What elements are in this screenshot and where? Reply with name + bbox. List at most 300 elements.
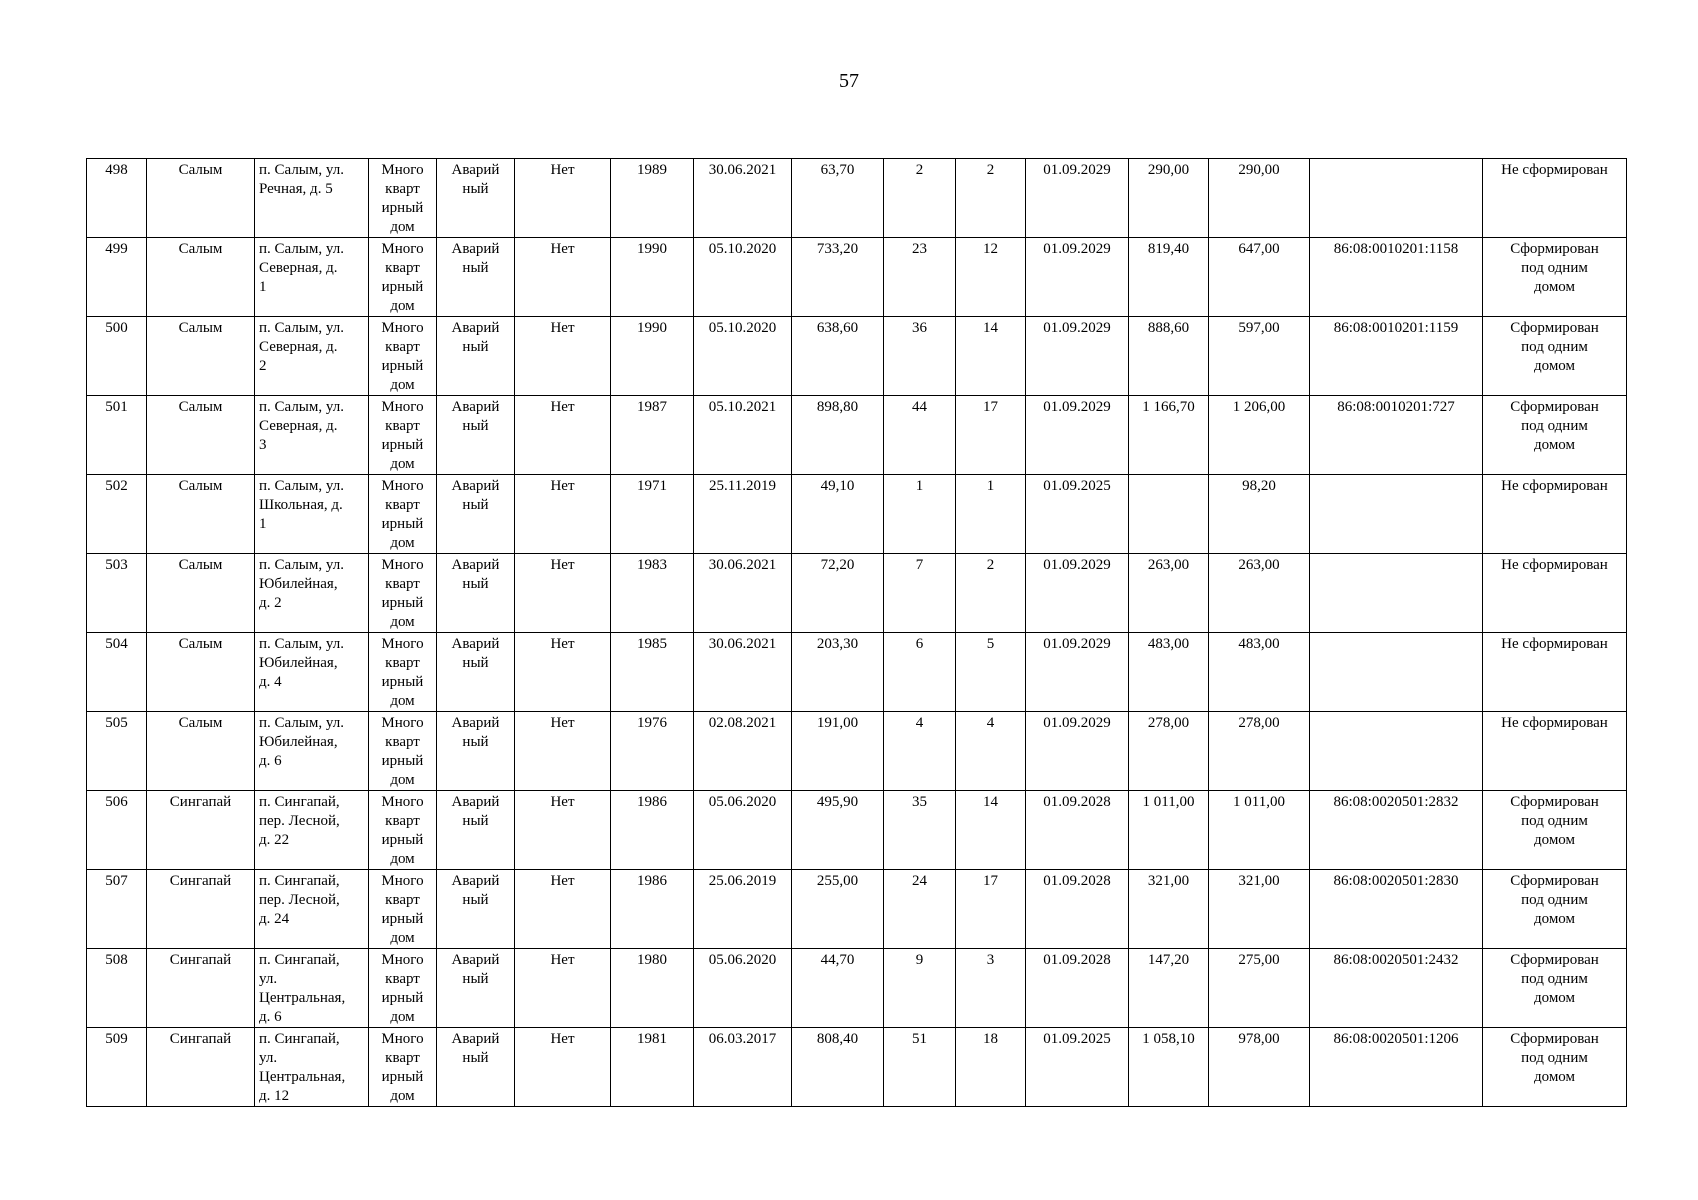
address-cell (255, 712, 369, 791)
area3-cell: 263,00 (1209, 554, 1310, 633)
building-type-line: кварт (385, 655, 420, 671)
building-type-cell (369, 396, 437, 475)
area-cell: 63,70 (792, 159, 884, 238)
condition-line: ный (462, 260, 489, 276)
residents-cell: 36 (884, 317, 956, 396)
building-type-cell (369, 317, 437, 396)
rooms-cell: 18 (956, 1028, 1026, 1107)
address-line: пер. Лесной, (259, 813, 340, 829)
area3-cell: 290,00 (1209, 159, 1310, 238)
condition-line: Аварий (451, 794, 500, 810)
date-cell: 05.10.2020 (694, 317, 792, 396)
land-status-line: Сформирован (1510, 873, 1599, 889)
building-type-line: Много (381, 399, 424, 415)
settlement-cell: Сингапай (147, 1028, 255, 1107)
building-type-line: Много (381, 873, 424, 889)
rooms-cell: 17 (956, 396, 1026, 475)
land-status-line: домом (1533, 1069, 1576, 1085)
row-number-cell: 500 (87, 317, 147, 396)
flag-cell: Нет (515, 554, 611, 633)
settlement-cell: Салым (147, 475, 255, 554)
row-number-cell: 501 (87, 396, 147, 475)
residents-cell: 23 (884, 238, 956, 317)
table-row (87, 949, 1627, 1028)
building-type-line: ирный (381, 753, 424, 769)
condition-cell (437, 238, 515, 317)
address-line: д. 12 (259, 1088, 290, 1104)
condition-line: ный (462, 497, 489, 513)
year-cell: 1989 (611, 159, 694, 238)
area-cell: 44,70 (792, 949, 884, 1028)
deadline-cell: 01.09.2028 (1026, 791, 1129, 870)
building-type-line: кварт (385, 260, 420, 276)
building-type-cell (369, 1028, 437, 1107)
flag-cell: Нет (515, 317, 611, 396)
rooms-cell: 2 (956, 554, 1026, 633)
rooms-cell: 12 (956, 238, 1026, 317)
condition-cell (437, 949, 515, 1028)
row-number-cell: 506 (87, 791, 147, 870)
area-cell: 808,40 (792, 1028, 884, 1107)
land-status-line: Сформирован (1510, 241, 1599, 257)
land-status-cell (1483, 1028, 1627, 1107)
land-status-line: домом (1533, 358, 1576, 374)
land-status-cell (1483, 633, 1627, 712)
area-cell: 638,60 (792, 317, 884, 396)
land-status-cell (1483, 712, 1627, 791)
condition-cell (437, 475, 515, 554)
residents-cell: 4 (884, 712, 956, 791)
condition-cell (437, 396, 515, 475)
building-type-line: Много (381, 636, 424, 652)
area2-cell: 1 166,70 (1129, 396, 1209, 475)
area2-cell (1129, 475, 1209, 554)
address-line: Юбилейная, (259, 655, 338, 671)
settlement-cell: Салым (147, 159, 255, 238)
settlement-cell: Сингапай (147, 870, 255, 949)
flag-cell: Нет (515, 633, 611, 712)
building-type-cell (369, 633, 437, 712)
condition-line: Аварий (451, 320, 500, 336)
building-type-cell (369, 791, 437, 870)
deadline-cell: 01.09.2029 (1026, 159, 1129, 238)
building-type-line: ирный (381, 200, 424, 216)
deadline-cell: 01.09.2029 (1026, 238, 1129, 317)
condition-line: ный (462, 892, 489, 908)
condition-cell (437, 791, 515, 870)
land-status-cell (1483, 238, 1627, 317)
address-line: д. 4 (259, 674, 282, 690)
residents-cell: 1 (884, 475, 956, 554)
residents-cell: 24 (884, 870, 956, 949)
building-type-line: дом (390, 851, 415, 867)
area2-cell: 1 058,10 (1129, 1028, 1209, 1107)
year-cell: 1987 (611, 396, 694, 475)
address-line: Центральная, (259, 990, 346, 1006)
residents-cell: 51 (884, 1028, 956, 1107)
building-type-line: кварт (385, 576, 420, 592)
condition-cell (437, 159, 515, 238)
building-type-line: ирный (381, 990, 424, 1006)
rooms-cell: 17 (956, 870, 1026, 949)
area3-cell: 978,00 (1209, 1028, 1310, 1107)
date-cell: 05.06.2020 (694, 791, 792, 870)
flag-cell: Нет (515, 791, 611, 870)
land-status-line: под одним (1521, 892, 1588, 908)
building-type-line: Много (381, 1031, 424, 1047)
row-number-cell: 503 (87, 554, 147, 633)
year-cell: 1971 (611, 475, 694, 554)
address-line: Северная, д. (259, 339, 338, 355)
land-status-cell (1483, 396, 1627, 475)
address-line: п. Салым, ул. (259, 320, 344, 336)
address-line: п. Сингапай, (259, 873, 340, 889)
condition-line: ный (462, 576, 489, 592)
land-status-line: Сформирован (1510, 1031, 1599, 1047)
residents-cell: 35 (884, 791, 956, 870)
address-cell (255, 1028, 369, 1107)
area-cell: 72,20 (792, 554, 884, 633)
condition-line: Аварий (451, 557, 500, 573)
building-type-line: ирный (381, 911, 424, 927)
condition-cell (437, 554, 515, 633)
address-line: 3 (259, 437, 267, 453)
land-status-line: домом (1533, 832, 1576, 848)
settlement-cell: Сингапай (147, 791, 255, 870)
building-type-cell (369, 870, 437, 949)
row-number-cell: 498 (87, 159, 147, 238)
area-cell: 191,00 (792, 712, 884, 791)
address-line: п. Салым, ул. (259, 399, 344, 415)
address-line: Речная, д. 5 (259, 181, 333, 197)
page-number: 57 (839, 70, 859, 92)
condition-line: ный (462, 418, 489, 434)
row-number-cell: 499 (87, 238, 147, 317)
building-type-line: ирный (381, 516, 424, 532)
flag-cell: Нет (515, 396, 611, 475)
address-line: д. 22 (259, 832, 290, 848)
settlement-cell: Сингапай (147, 949, 255, 1028)
condition-line: Аварий (451, 399, 500, 415)
address-cell (255, 554, 369, 633)
flag-cell: Нет (515, 159, 611, 238)
rooms-cell: 5 (956, 633, 1026, 712)
address-line: Северная, д. (259, 260, 338, 276)
rooms-cell: 14 (956, 791, 1026, 870)
condition-line: ный (462, 734, 489, 750)
address-line: Школьная, д. (259, 497, 343, 513)
land-status-line: домом (1533, 437, 1576, 453)
year-cell: 1990 (611, 238, 694, 317)
address-cell (255, 949, 369, 1028)
date-cell: 05.06.2020 (694, 949, 792, 1028)
building-type-cell (369, 238, 437, 317)
land-status-cell (1483, 949, 1627, 1028)
area-cell: 203,30 (792, 633, 884, 712)
area3-cell: 98,20 (1209, 475, 1310, 554)
condition-line: ный (462, 971, 489, 987)
land-status-line: Сформирован (1510, 794, 1599, 810)
building-type-line: кварт (385, 1050, 420, 1066)
flag-cell: Нет (515, 475, 611, 554)
cadastral-number-cell: 86:08:0020501:1206 (1310, 1028, 1483, 1107)
deadline-cell: 01.09.2028 (1026, 870, 1129, 949)
cadastral-number-cell: 86:08:0010201:1159 (1310, 317, 1483, 396)
deadline-cell: 01.09.2025 (1026, 1028, 1129, 1107)
year-cell: 1976 (611, 712, 694, 791)
table-row (87, 870, 1627, 949)
land-status-line: Не сформирован (1501, 557, 1608, 573)
rooms-cell: 4 (956, 712, 1026, 791)
condition-line: ный (462, 181, 489, 197)
address-cell (255, 159, 369, 238)
date-cell: 30.06.2021 (694, 633, 792, 712)
building-type-line: дом (390, 772, 415, 788)
land-status-cell (1483, 475, 1627, 554)
building-type-line: дом (390, 1009, 415, 1025)
building-type-line: Много (381, 162, 424, 178)
building-type-cell (369, 949, 437, 1028)
cadastral-number-cell (1310, 633, 1483, 712)
area3-cell: 597,00 (1209, 317, 1310, 396)
land-status-line: под одним (1521, 813, 1588, 829)
building-type-line: кварт (385, 339, 420, 355)
area2-cell: 819,40 (1129, 238, 1209, 317)
date-cell: 25.11.2019 (694, 475, 792, 554)
table-row (87, 554, 1627, 633)
land-status-line: под одним (1521, 339, 1588, 355)
cadastral-number-cell: 86:08:0010201:1158 (1310, 238, 1483, 317)
address-line: ул. (259, 1050, 278, 1066)
row-number-cell: 502 (87, 475, 147, 554)
condition-line: Аварий (451, 636, 500, 652)
table-row (87, 791, 1627, 870)
deadline-cell: 01.09.2029 (1026, 317, 1129, 396)
year-cell: 1983 (611, 554, 694, 633)
address-cell (255, 870, 369, 949)
building-type-line: дом (390, 298, 415, 314)
cadastral-number-cell: 86:08:0020501:2830 (1310, 870, 1483, 949)
building-type-cell (369, 475, 437, 554)
table-row (87, 396, 1627, 475)
building-type-line: дом (390, 377, 415, 393)
land-status-line: Не сформирован (1501, 478, 1608, 494)
settlement-cell: Салым (147, 396, 255, 475)
cadastral-number-cell (1310, 712, 1483, 791)
building-type-line: Много (381, 794, 424, 810)
deadline-cell: 01.09.2029 (1026, 554, 1129, 633)
building-type-line: дом (390, 930, 415, 946)
building-type-line: ирный (381, 279, 424, 295)
address-line: пер. Лесной, (259, 892, 340, 908)
building-type-cell (369, 712, 437, 791)
area2-cell: 263,00 (1129, 554, 1209, 633)
condition-line: ный (462, 339, 489, 355)
land-status-cell (1483, 791, 1627, 870)
building-type-line: Много (381, 478, 424, 494)
address-line: п. Сингапай, (259, 952, 340, 968)
cadastral-number-cell (1310, 475, 1483, 554)
year-cell: 1990 (611, 317, 694, 396)
building-type-line: ирный (381, 832, 424, 848)
condition-line: Аварий (451, 1031, 500, 1047)
date-cell: 05.10.2020 (694, 238, 792, 317)
address-line: п. Салым, ул. (259, 478, 344, 494)
date-cell: 30.06.2021 (694, 554, 792, 633)
settlement-cell: Салым (147, 238, 255, 317)
date-cell: 06.03.2017 (694, 1028, 792, 1107)
flag-cell: Нет (515, 870, 611, 949)
address-line: 1 (259, 516, 267, 532)
building-type-line: Много (381, 715, 424, 731)
building-type-line: ирный (381, 674, 424, 690)
settlement-cell: Салым (147, 712, 255, 791)
year-cell: 1985 (611, 633, 694, 712)
flag-cell: Нет (515, 1028, 611, 1107)
rooms-cell: 14 (956, 317, 1026, 396)
building-type-line: кварт (385, 181, 420, 197)
area2-cell: 888,60 (1129, 317, 1209, 396)
area2-cell: 278,00 (1129, 712, 1209, 791)
housing-registry-table (86, 158, 1627, 1107)
cadastral-number-cell (1310, 159, 1483, 238)
address-cell (255, 475, 369, 554)
cadastral-number-cell: 86:08:0020501:2832 (1310, 791, 1483, 870)
land-status-line: Не сформирован (1501, 636, 1608, 652)
condition-line: ный (462, 813, 489, 829)
flag-cell: Нет (515, 712, 611, 791)
area2-cell: 483,00 (1129, 633, 1209, 712)
rooms-cell: 1 (956, 475, 1026, 554)
year-cell: 1981 (611, 1028, 694, 1107)
building-type-line: ирный (381, 1069, 424, 1085)
land-status-line: под одним (1521, 260, 1588, 276)
condition-line: Аварий (451, 162, 500, 178)
area2-cell: 290,00 (1129, 159, 1209, 238)
address-cell (255, 633, 369, 712)
deadline-cell: 01.09.2029 (1026, 396, 1129, 475)
land-status-cell (1483, 870, 1627, 949)
year-cell: 1980 (611, 949, 694, 1028)
address-line: п. Салым, ул. (259, 715, 344, 731)
deadline-cell: 01.09.2028 (1026, 949, 1129, 1028)
residents-cell: 2 (884, 159, 956, 238)
table-row (87, 1028, 1627, 1107)
building-type-line: ирный (381, 437, 424, 453)
area3-cell: 275,00 (1209, 949, 1310, 1028)
address-line: Юбилейная, (259, 734, 338, 750)
area-cell: 733,20 (792, 238, 884, 317)
building-type-cell (369, 159, 437, 238)
condition-cell (437, 317, 515, 396)
building-type-line: Много (381, 320, 424, 336)
address-line: п. Салым, ул. (259, 636, 344, 652)
year-cell: 1986 (611, 791, 694, 870)
building-type-line: дом (390, 614, 415, 630)
table-row (87, 712, 1627, 791)
building-type-line: кварт (385, 971, 420, 987)
table-row (87, 238, 1627, 317)
settlement-cell: Салым (147, 554, 255, 633)
building-type-line: кварт (385, 813, 420, 829)
building-type-line: кварт (385, 734, 420, 750)
condition-line: ный (462, 1050, 489, 1066)
land-status-line: Не сформирован (1501, 715, 1608, 731)
cadastral-number-cell: 86:08:0020501:2432 (1310, 949, 1483, 1028)
address-line: д. 24 (259, 911, 290, 927)
building-type-line: дом (390, 535, 415, 551)
address-cell (255, 396, 369, 475)
building-type-line: ирный (381, 358, 424, 374)
land-status-line: Не сформирован (1501, 162, 1608, 178)
condition-cell (437, 712, 515, 791)
address-line: ул. (259, 971, 278, 987)
address-line: п. Салым, ул. (259, 557, 344, 573)
rooms-cell: 3 (956, 949, 1026, 1028)
table-row (87, 475, 1627, 554)
area3-cell: 1 206,00 (1209, 396, 1310, 475)
area2-cell: 321,00 (1129, 870, 1209, 949)
row-number-cell: 509 (87, 1028, 147, 1107)
table-row (87, 633, 1627, 712)
building-type-line: кварт (385, 497, 420, 513)
land-status-line: домом (1533, 990, 1576, 1006)
building-type-line: Много (381, 952, 424, 968)
area-cell: 49,10 (792, 475, 884, 554)
address-line: Северная, д. (259, 418, 338, 434)
rooms-cell: 2 (956, 159, 1026, 238)
area-cell: 495,90 (792, 791, 884, 870)
land-status-cell (1483, 554, 1627, 633)
address-cell (255, 317, 369, 396)
land-status-cell (1483, 317, 1627, 396)
address-line: п. Салым, ул. (259, 162, 344, 178)
area3-cell: 278,00 (1209, 712, 1310, 791)
flag-cell: Нет (515, 949, 611, 1028)
building-type-line: дом (390, 456, 415, 472)
row-number-cell: 505 (87, 712, 147, 791)
address-cell (255, 791, 369, 870)
building-type-line: кварт (385, 892, 420, 908)
area3-cell: 483,00 (1209, 633, 1310, 712)
deadline-cell: 01.09.2029 (1026, 633, 1129, 712)
condition-line: Аварий (451, 873, 500, 889)
building-type-line: кварт (385, 418, 420, 434)
area3-cell: 321,00 (1209, 870, 1310, 949)
address-line: 2 (259, 358, 267, 374)
address-line: п. Сингапай, (259, 1031, 340, 1047)
residents-cell: 7 (884, 554, 956, 633)
cadastral-number-cell (1310, 554, 1483, 633)
condition-cell (437, 1028, 515, 1107)
land-status-line: домом (1533, 911, 1576, 927)
deadline-cell: 01.09.2025 (1026, 475, 1129, 554)
date-cell: 02.08.2021 (694, 712, 792, 791)
building-type-line: Много (381, 557, 424, 573)
address-line: Юбилейная, (259, 576, 338, 592)
building-type-cell (369, 554, 437, 633)
condition-cell (437, 870, 515, 949)
address-cell (255, 238, 369, 317)
building-type-line: дом (390, 219, 415, 235)
condition-line: Аварий (451, 952, 500, 968)
land-status-line: Сформирован (1510, 320, 1599, 336)
land-status-line: под одним (1521, 971, 1588, 987)
land-status-cell (1483, 159, 1627, 238)
residents-cell: 9 (884, 949, 956, 1028)
land-status-line: Сформирован (1510, 952, 1599, 968)
area-cell: 255,00 (792, 870, 884, 949)
